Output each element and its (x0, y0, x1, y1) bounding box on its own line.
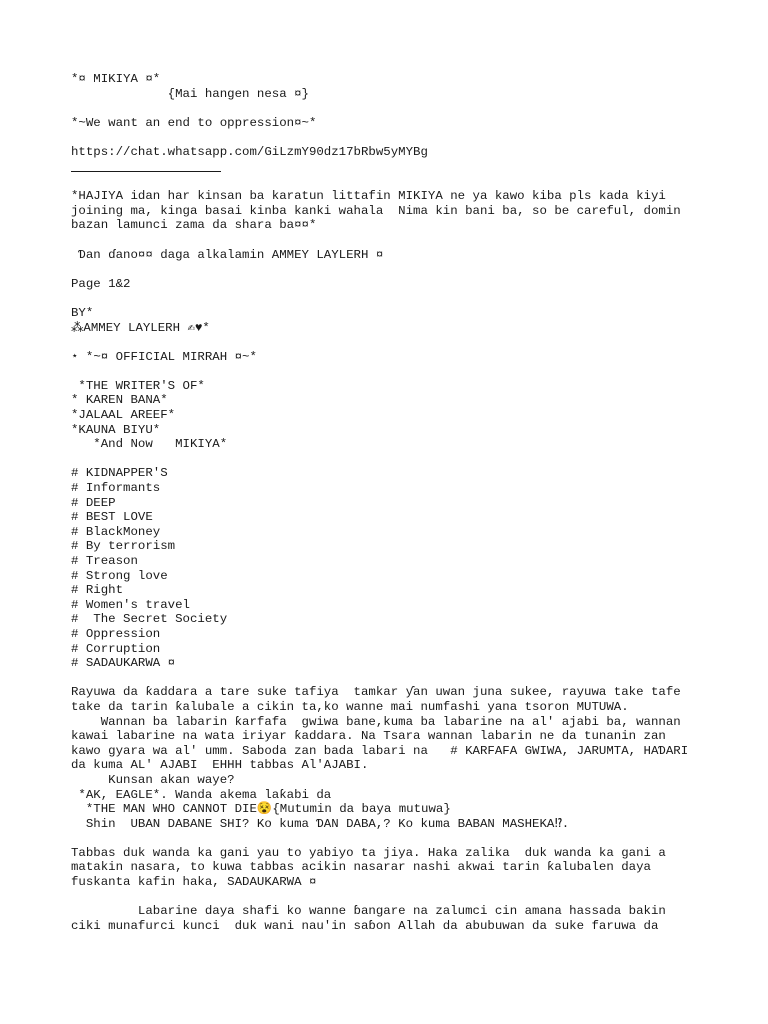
horizontal-rule (71, 171, 221, 172)
paragraph-line: da kuma AL' AJABI EHHH tabbas Al'AJABI. (71, 758, 369, 773)
hashtag-item: # KIDNAPPER'S (71, 466, 168, 481)
blank-line (71, 233, 711, 248)
hashtag-list (71, 466, 711, 670)
paragraph-line: matakin nasara, to kuwa tabbas acikin nasarar nashi akwai tarin ƙalubalen daya (71, 860, 651, 875)
byline-label: BY* (71, 305, 94, 320)
document-body (71, 72, 711, 933)
hashtag-item: # Informants (71, 481, 161, 496)
paragraph-line: Kunsan akan waye? (71, 772, 235, 787)
blank-line (71, 335, 711, 350)
paragraph-line: take da tarin ƙalubale a cikin ta,ko wanne mai numfashi yana tsoron MUTUWA. (71, 699, 629, 714)
notice-line-1: *HAJIYA idan har kinsan ba karatun littafin MIKIYA ne ya kawo kiba pls kada kiyi (71, 189, 666, 204)
paragraph-line: *AK, EAGLE*. Wanda akema laƙabi da (71, 787, 332, 802)
hashtag-item: # By terrorism (71, 539, 176, 554)
writer-work-3: *KAUNA BIYU* (71, 422, 161, 437)
hashtag-item: # DEEP (71, 495, 116, 510)
hashtag-item: # BlackMoney (71, 524, 161, 539)
hashtag-item: # BEST LOVE (71, 510, 153, 525)
whatsapp-link[interactable]: https://chat.whatsapp.com/GiLzmY90dz17bRbw5yMYBg (71, 144, 428, 159)
blank-line (71, 175, 711, 190)
blank-line (71, 831, 711, 846)
hashtag-item: # Strong love (71, 568, 168, 583)
blank-line (71, 452, 711, 467)
hashtag-item: # Right (71, 583, 124, 598)
paragraph-line: Tabbas duk wanda ka gani yau to yabiyo ta jiya. Haka zalika duk wanda ka gani a (71, 845, 666, 860)
blank-line (71, 364, 711, 379)
blank-line (71, 890, 711, 905)
story-slogan: *~We want an end to oppression¤~* (71, 115, 317, 130)
notice-line-3: bazan lamunci zama da shara ba¤¤* (71, 218, 317, 233)
paragraph-line: kawo gyara wa al' umm. Saboda zan bada labari na # KARFAFA GWIWA, JARUMTA, HAƊARI (71, 743, 689, 758)
blank-line (71, 130, 711, 145)
paragraph-line: Shin UBAN DABANE SHI? Ko kuma ƊAN DABA,? Ko kuma BABAN MASHEKA⁉. (71, 816, 570, 831)
blank-line (71, 101, 711, 116)
page-label: Page 1&2 (71, 276, 131, 291)
hashtag-item: # Corruption (71, 641, 161, 656)
hashtag-item: # SADAUKARWA ¤ (71, 656, 176, 671)
notice-line-2: joining ma, kinga basai kinba kanki wahala Nima kin bani ba, so be careful, domin (71, 203, 681, 218)
hashtag-item: # The Secret Society (71, 612, 228, 627)
blank-line (71, 671, 711, 686)
paragraph-line: Wannan ba labarin ƙarfafa gwiwa bane,kuma ba labarine na al' ajabi ba, wannan (71, 714, 681, 729)
writer-work-1: * KAREN BANA* (71, 393, 168, 408)
writer-work-current: *And Now MIKIYA* (71, 437, 228, 452)
story-paragraph-3 (71, 904, 711, 933)
paragraph-line: Rayuwa da ƙaddara a tare suke tafiya tamkar ƴan uwan juna sukee, rayuwa take tafe (71, 685, 681, 700)
paragraph-line: ciki munafurci kunci duk wani nau'in saɓon Allah da abubuwan da suke faruwa da (71, 918, 659, 933)
story-paragraph-2 (71, 846, 711, 890)
story-subtitle: {Mai hangen nesa ¤} (71, 86, 309, 101)
hashtag-item: # Oppression (71, 626, 161, 641)
story-title: *¤ MIKIYA ¤* (71, 72, 161, 86)
hashtag-item: # Women's travel (71, 597, 190, 612)
writer-work-2: *JALAAL AREEF* (71, 408, 176, 423)
blank-line (71, 262, 711, 277)
paragraph-line: fuskanta kafin haka, SADAUKARWA ¤ (71, 875, 317, 890)
blank-line (71, 291, 711, 306)
paragraph-line: *THE MAN WHO CANNOT DIE😵{Mutumin da baya mutuwa} (71, 802, 451, 817)
story-paragraph-1 (71, 685, 711, 831)
writers-heading: *THE WRITER'S OF* (71, 378, 205, 393)
paragraph-line: Labarine daya shafi ko wanne ɓangare na zalumci cin amana hassada bakin (71, 904, 666, 919)
author-name: ⁂AMMEY LAYLERH ✍♥* (71, 320, 210, 335)
official-group: ⋆ *~¤ OFFICIAL MIRRAH ¤~* (71, 349, 257, 364)
paragraph-line: kawai labarine na wata iriyar ƙaddara. Na Tsara wannan labarin ne da tunanin zan (71, 729, 666, 744)
hashtag-item: # Treason (71, 554, 138, 568)
dedication-line: Ɗan ɗano¤¤ daga alkalamin AMMEY LAYLERH ¤ (71, 247, 384, 262)
